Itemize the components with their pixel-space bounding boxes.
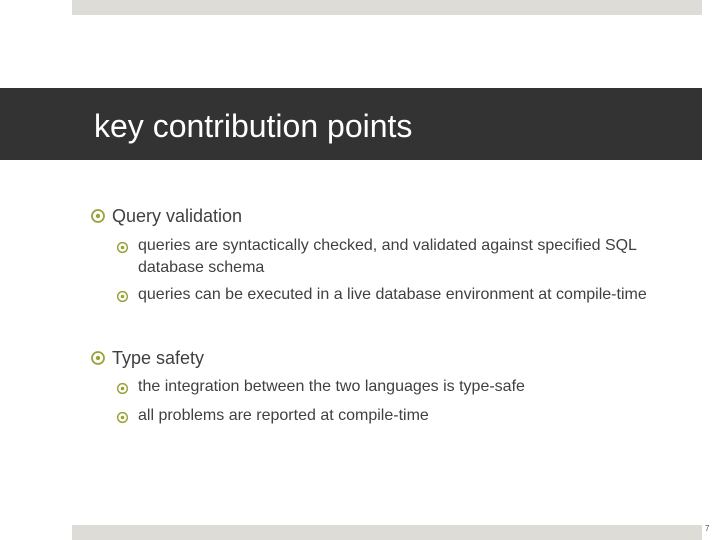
sub-bullet-text: queries are syntactically checked, and validated against specified SQL database schema <box>138 237 637 276</box>
sub-bullet-text: queries can be executed in a live database environment at compile-time <box>138 286 647 303</box>
circled-dot-icon <box>116 288 129 310</box>
circled-dot-icon <box>116 409 129 431</box>
circled-dot-icon <box>90 207 106 229</box>
sub-bullet-text: the integration between the two languages is type-safe <box>138 378 525 395</box>
circled-dot-icon <box>116 380 129 402</box>
circled-dot-icon <box>116 239 129 261</box>
bullet-text: Query validation <box>112 206 243 226</box>
bottom-decor-strip <box>72 525 702 540</box>
circled-dot-icon <box>90 349 106 371</box>
page-number: 7 <box>705 524 710 533</box>
top-decor-strip <box>72 0 702 15</box>
bullet-text: Type safety <box>112 348 205 368</box>
sub-bullet-type-safe <box>116 376 676 398</box>
slide-title: key contribution points <box>94 108 413 144</box>
sub-bullet-live-db <box>116 284 676 306</box>
sub-bullet-text: all problems are reported at compile-time <box>138 407 429 424</box>
sub-bullet-compile-errors <box>116 405 676 427</box>
sub-bullet-syntax-check <box>116 235 676 279</box>
